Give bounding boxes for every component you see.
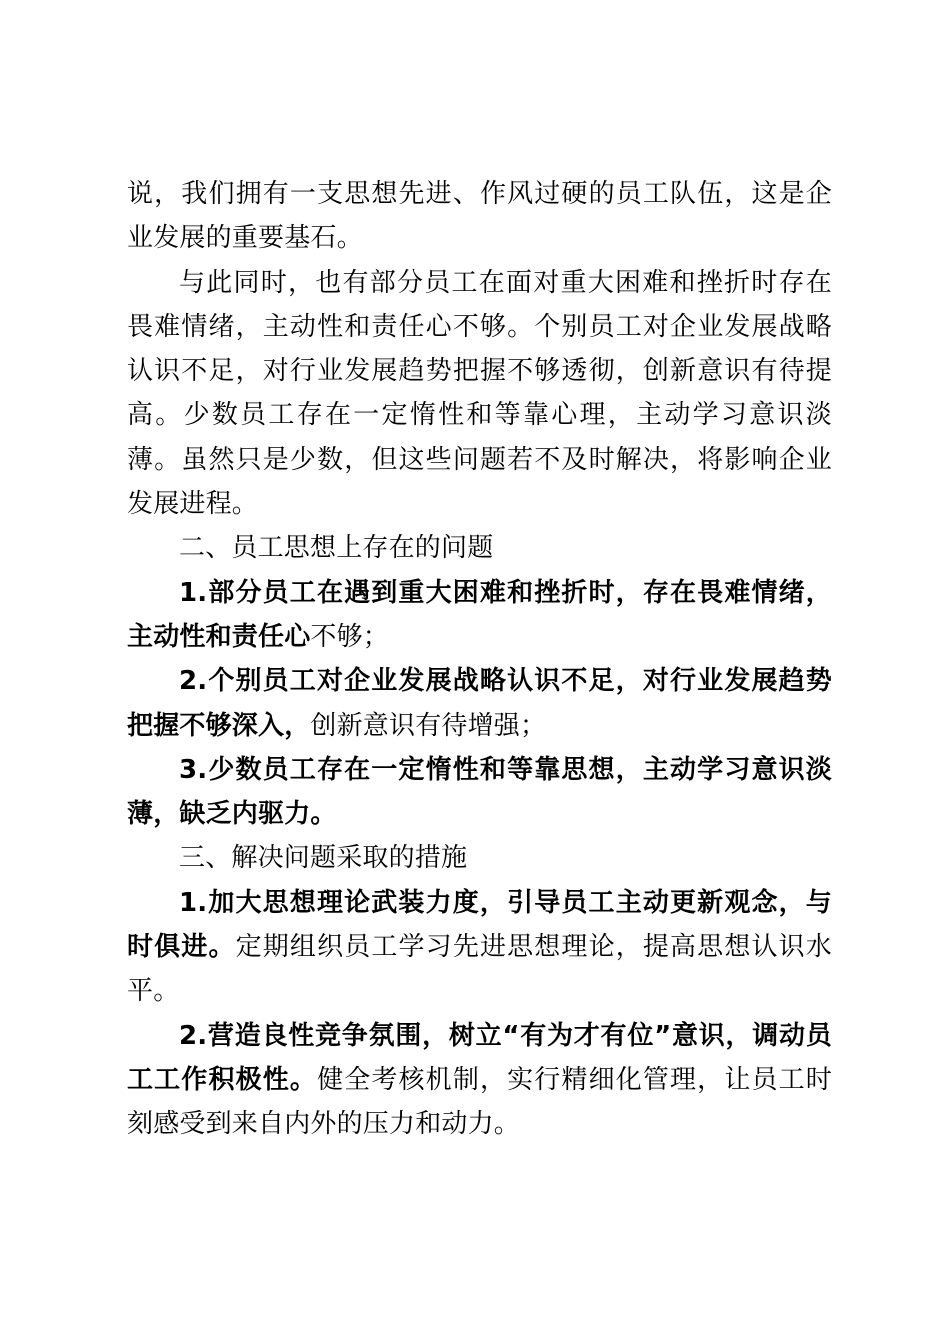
problem-item-2-bold: 2.个别员工对企业发展战略认识不足，对行业发展趋势把握不够深入，	[127, 666, 832, 741]
measure-item-2	[127, 1014, 832, 1147]
measure-item-1-normal: 定期组织员工学习先进思想理论，提高思想认识水平。	[127, 932, 832, 1007]
problem-item-1-normal: 不够；	[310, 621, 390, 652]
document-page	[127, 172, 832, 1147]
problem-item-3	[127, 748, 832, 837]
measure-item-1-bold: 1.加大思想理论武装力度，引导员工主动更新观念，与时俱进。	[127, 887, 832, 963]
problem-item-3-bold: 3.少数员工存在一定惰性和等靠思想，主动学习意识淡薄，缺乏内驱力。	[127, 754, 832, 830]
measure-item-2-normal: 健全考核机制，实行精细化管理，让员工时刻感受到来自内外的压力和动力。	[127, 1064, 832, 1140]
section-heading-measures: 三、解决问题采取的措施	[179, 843, 468, 874]
measure-item-2-bold: 2.营造良性竞争氛围，树立“有为才有位”意识，调动员工工作积极性。	[127, 1020, 832, 1095]
paragraph-problems-overview: 与此同时，也有部分员工在面对重大困难和挫折时存在畏难情绪，主动性和责任心不够。个别员工对企业发展战略认识不足，对行业发展趋势把握不够透彻，创新意识有待提高。少数员工存在一定惰性和等靠心理，主动学习意识淡薄。虽然只是少数，但这些问题若不及时解决，将影响企业发展进程。	[127, 267, 832, 520]
problem-item-2-normal: 创新意识有待增强；	[310, 710, 547, 741]
section-heading-problems: 二、员工思想上存在的问题	[179, 533, 494, 564]
problem-item-1	[127, 571, 832, 660]
paragraph-continuation: 说，我们拥有一支思想先进、作风过硬的员工队伍，这是企业发展的重要基石。	[127, 179, 832, 254]
measure-item-1	[127, 881, 832, 1014]
problem-item-2	[127, 659, 832, 748]
problem-item-1-bold: 1.部分员工在遇到重大困难和挫折时，存在畏难情绪，主动性和责任心	[127, 577, 832, 652]
